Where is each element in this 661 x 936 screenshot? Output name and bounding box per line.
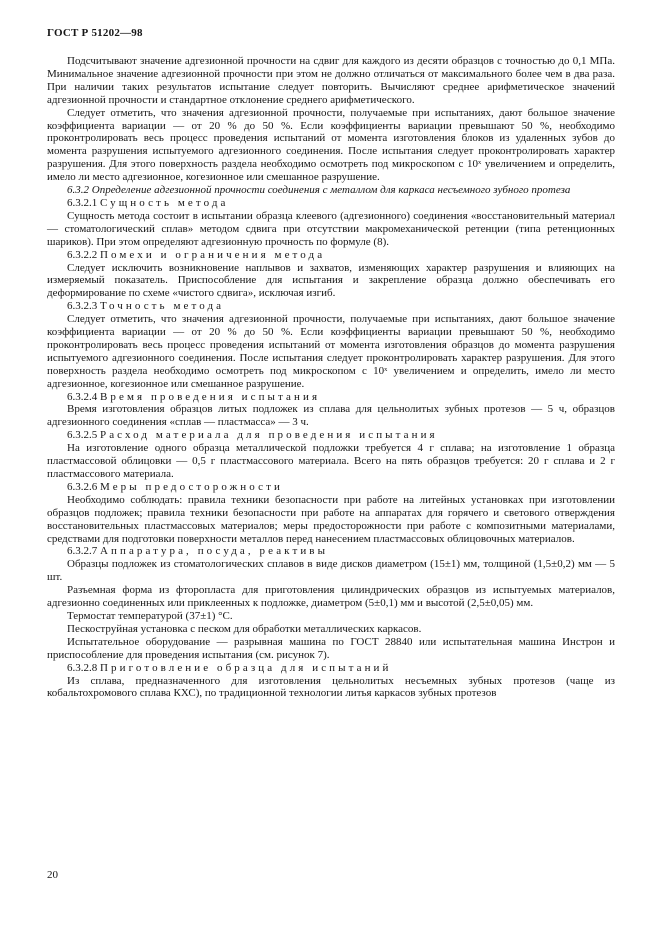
paragraph: Время изготовления образцов литых подложек из сплава для цельнолитых зубных протезов — 5 ч, образцов адгезионного соединения «сплав — пластмасса» — 3 ч. — [47, 403, 615, 429]
section-heading — [47, 391, 615, 404]
heading-title: Определение адгезионной прочности соединения с металлом для каркаса несъемного зубного протеза — [91, 184, 571, 197]
section-heading — [47, 249, 615, 262]
paragraph: Из сплава, предназначенного для изготовления цельнолитых несъемных зубных протезов (чаще из кобальтохромового сплава КХС), по традиционной технологии литья каркасов зубных протезов — [47, 674, 615, 700]
heading-title: Аппаратура, посуда, реактивы — [100, 545, 329, 558]
heading-number: 6.3.2.5 — [67, 429, 98, 442]
heading-title: Сущность метода — [100, 196, 229, 209]
paragraph: На изготовление одного образца металлической подложки требуется 4 г сплава; на изготовление 1 образца пластмассовой облицовки — 0,5 г пластмассового материала. Всего на пять образцов требуется: 20 г сплава и 2 г пластмассового материала. — [47, 442, 615, 480]
heading-number: 6.3.2.8 — [67, 661, 98, 674]
paragraph: Следует исключить возникновение наплывов и захватов, изменяющих характер разрушения и влияющих на измеряемый показатель. Приспособление для испытания и закрепление образца должно обеспечивать его деформирование по схеме «чистого сдвига», исключая изгиб. — [47, 261, 615, 300]
paragraph: Следует отметить, что значения адгезионной прочности, получаемые при испытаниях, дают большое значение коэффициента вариации — от 20 % до 50 %. Если коэффициенты вариации превышают 50 %, необходимо проконтролировать весь процесс проведения испытаний от момента изготовления образцов до момента разрушения испытуемого адгезионного соединения. После испытания следует проконтролировать характер разрушения. Для этого поверхность раздела необходимо осмотреть под микроскопом с 10ˣ увеличением и определить, имело ли место адгезионное, когезионное или смешанное разрушение. — [47, 313, 615, 390]
heading-title: Время проведения испытания — [100, 390, 321, 403]
section-heading — [47, 662, 615, 675]
section-heading — [47, 300, 615, 313]
section-heading — [47, 184, 615, 197]
paragraph: Необходимо соблюдать: правила техники безопасности при работе на литейных установках при изготовлении образцов подложек; правила техники безопасности при работе на аппаратах для горячего и светового отверждения восстановительных пластмассовых материалов; меры предосторожности при работе с композитными материалами, средствами для подготовки поверхности металлов перед нанесением пластмассовых облицовочных материалов. — [47, 493, 615, 545]
paragraph: Разъемная форма из фторопласта для приготовления цилиндрических образцов из испытуемых материалов, адгезионно соединенных или приклеенных к подложке, диаметром (5±0,1) мм и высотой (2,5±0,05) мм. — [47, 584, 615, 610]
paragraph: Подсчитывают значение адгезионной прочности на сдвиг для каждого из десяти образцов с точностью до 0,1 МПа. Минимальное значение адгезионной прочности при этом не должно отличаться от максимального более чем в два раза. При наличии таких результатов испытание следует повторить. Вычисляют среднее арифметическое значений адгезионной прочности и стандартное отклонение среднего арифметического. — [47, 55, 615, 106]
paragraph: Пескоструйная установка с песком для обработки металлических каркасов. — [67, 622, 422, 635]
heading-title: Расход материала для проведения испытания — [100, 429, 438, 442]
heading-number: 6.3.2.4 — [67, 390, 98, 403]
section-heading — [47, 429, 615, 442]
heading-number: 6.3.2.2 — [67, 248, 98, 261]
heading-number: 6.3.2.1 — [67, 196, 98, 209]
section-heading — [47, 197, 615, 210]
section-heading — [47, 545, 615, 558]
heading-title: Приготовление образца для испытаний — [100, 661, 392, 674]
document-header: ГОСТ Р 51202—98 — [47, 27, 143, 39]
heading-number: 6.3.2.7 — [67, 545, 98, 558]
section-heading — [47, 481, 615, 494]
heading-number: 6.3.2.6 — [67, 480, 98, 493]
heading-title: Точность метода — [100, 300, 225, 313]
document-body — [47, 55, 615, 700]
paragraph: Образцы подложек из стоматологических сплавов в виде дисков диаметром (15±1) мм, толщиной (1,5±0,2) мм — 5 шт. — [47, 558, 615, 584]
heading-title: Помехи и ограничения метода — [100, 248, 326, 261]
paragraph: Следует отметить, что значения адгезионной прочности, получаемые при испытаниях, дают большое значение коэффициента вариации — от 20 % до 50 %. Если коэффициенты вариации превышают 50 %, необходимо проконтролировать весь процесс проведения испытаний от момента изготовления блоков из удаленных зубов до момента разрушения испытуемого адгезионного соединения. После испытания следует проконтролировать характер разрушения. Для этого поверхность раздела необходимо осмотреть под микроскопом с 10ˣ увеличением и определить, имело ли место адгезионное, когезионное или смешанное разрушение. — [47, 106, 615, 184]
heading-number: 6.3.2 — [67, 184, 89, 197]
page-number: 20 — [47, 869, 58, 881]
paragraph: Испытательное оборудование — разрывная машина по ГОСТ 28840 или испытательная машина Инстрон и приспособление для проведения испытания (см. рисунок 7). — [47, 635, 615, 661]
heading-number: 6.3.2.3 — [67, 300, 98, 313]
heading-title: Меры предосторожности — [100, 480, 283, 493]
paragraph: Термостат температурой (37±1) °С. — [67, 609, 233, 622]
paragraph: Сущность метода состоит в испытании образца клеевого (адгезионного) соединения «восстановительный материал — стоматологический сплав» методом сдвига при отсутствии макромеханической ретенции (типа ретенционных шариков). При этом определяют адгезионную прочность по формуле (8). — [47, 209, 615, 248]
